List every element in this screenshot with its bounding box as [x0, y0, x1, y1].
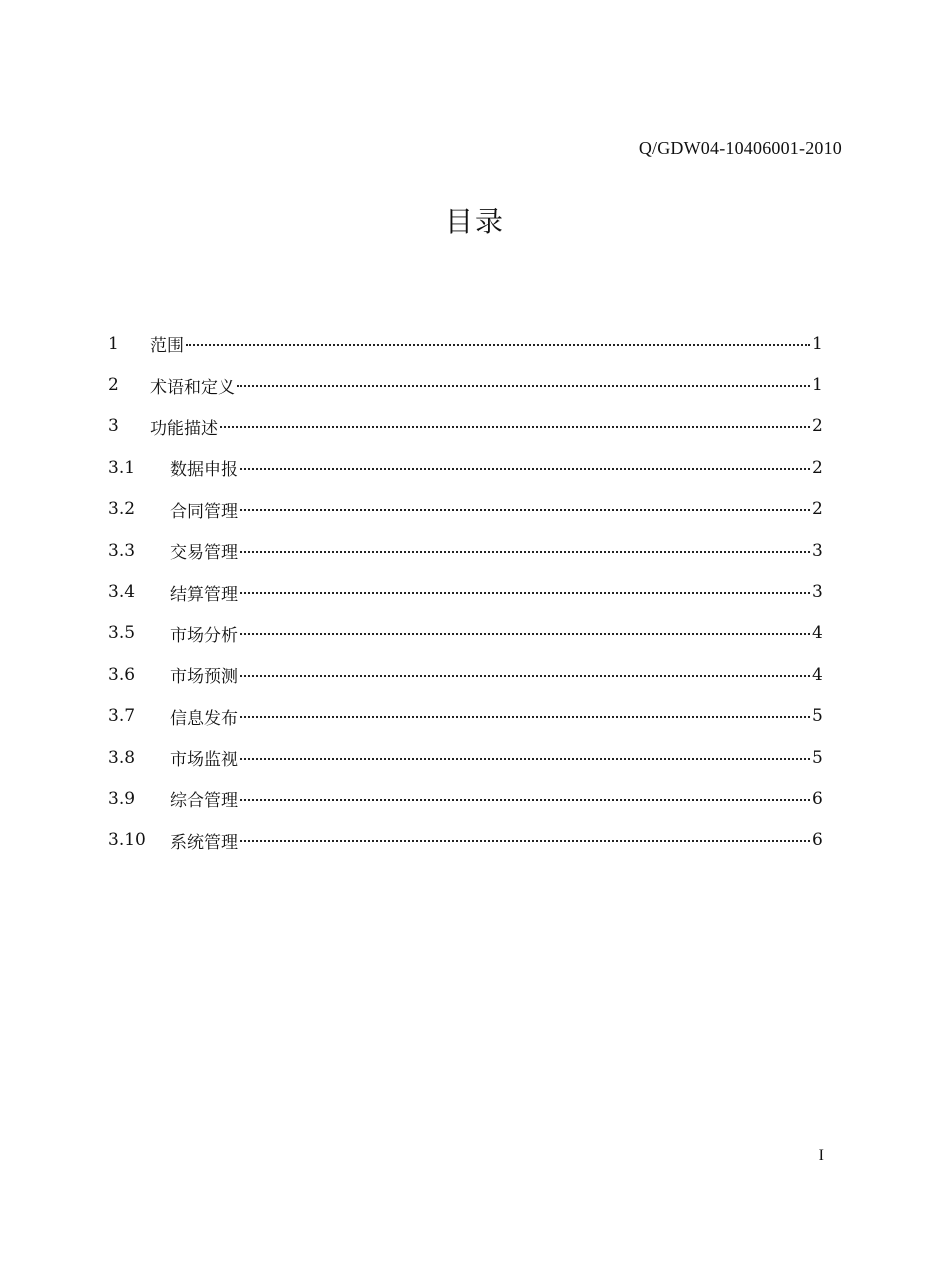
toc-dot-leader: [240, 758, 810, 760]
toc-entry-number: 2: [108, 375, 119, 396]
toc-entry-number: 3.2: [108, 499, 136, 520]
toc-dot-leader: [240, 716, 810, 718]
toc-entry-2[interactable]: [108, 364, 822, 405]
toc-entry-1[interactable]: [108, 323, 822, 364]
toc-dot-leader: [240, 633, 810, 635]
toc-dot-leader: [237, 385, 810, 387]
toc-entry-number: 3.8: [108, 747, 136, 768]
toc-entry-label: 市场监视: [170, 750, 238, 771]
page-title: 目录: [444, 205, 505, 238]
toc-entry-3-2[interactable]: [108, 489, 822, 530]
toc-entry-page: 1: [812, 333, 823, 354]
toc-entry-page: 1: [812, 375, 823, 396]
toc-entry-3[interactable]: [108, 406, 822, 447]
toc-entry-3-1[interactable]: [108, 447, 822, 488]
toc-dot-leader: [186, 344, 810, 346]
toc-entry-label: 合同管理: [170, 501, 238, 522]
document-code: Q/GDW04-10406001-2010: [638, 138, 842, 158]
toc-entry-page: 3: [812, 582, 823, 603]
toc-entry-number: 3.1: [108, 457, 136, 478]
toc-entry-page: 2: [812, 499, 823, 520]
toc-entry-label: 市场分析: [170, 625, 238, 646]
toc-dot-leader: [240, 468, 810, 470]
toc-entry-label: 交易管理: [170, 543, 238, 564]
toc-entry-page: 5: [812, 706, 823, 727]
toc-entry-number: 3.10: [108, 830, 146, 851]
toc-entry-number: 3.9: [108, 788, 136, 809]
toc-entry-label: 术语和定义: [150, 377, 235, 398]
toc-entry-label: 功能描述: [150, 418, 218, 439]
toc-entry-page: 6: [812, 788, 823, 809]
toc-entry-number: 3.5: [108, 623, 136, 644]
toc-entry-label: 信息发布: [170, 708, 238, 729]
toc-entry-number: 3.3: [108, 540, 136, 561]
toc-entry-3-9[interactable]: [108, 778, 822, 819]
toc-dot-leader: [240, 592, 810, 594]
toc-entry-3-6[interactable]: [108, 654, 822, 695]
toc-dot-leader: [240, 840, 810, 842]
toc-dot-leader: [240, 799, 810, 801]
toc-entry-label: 范围: [150, 336, 184, 357]
toc-entry-page: 4: [812, 664, 823, 685]
toc-entry-label: 综合管理: [170, 791, 238, 812]
toc-entry-3-10[interactable]: [108, 820, 822, 861]
toc-entry-3-3[interactable]: [108, 530, 822, 571]
toc-dot-leader: [220, 426, 810, 428]
toc-entry-label: 系统管理: [170, 832, 238, 853]
toc-dot-leader: [240, 675, 810, 677]
toc-entry-number: 3.7: [108, 706, 136, 727]
toc-entry-label: 数据申报: [170, 460, 238, 481]
toc-entry-number: 3.4: [108, 582, 136, 603]
toc-entry-3-5[interactable]: [108, 613, 822, 654]
toc-entry-page: 4: [812, 623, 823, 644]
toc-entry-3-7[interactable]: [108, 696, 822, 737]
toc-dot-leader: [240, 509, 810, 511]
toc-entry-page: 2: [812, 416, 823, 437]
toc-entry-3-4[interactable]: [108, 571, 822, 612]
table-of-contents: [108, 323, 822, 861]
toc-entry-label: 市场预测: [170, 667, 238, 688]
toc-dot-leader: [240, 551, 810, 553]
toc-entry-number: 3: [108, 416, 119, 437]
toc-entry-page: 6: [812, 830, 823, 851]
toc-entry-page: 3: [812, 540, 823, 561]
toc-entry-page: 5: [812, 747, 823, 768]
toc-entry-3-8[interactable]: [108, 737, 822, 778]
toc-entry-number: 3.6: [108, 664, 136, 685]
toc-entry-page: 2: [812, 457, 823, 478]
toc-entry-number: 1: [108, 333, 119, 354]
toc-entry-label: 结算管理: [170, 584, 238, 605]
page-number: I: [818, 1147, 824, 1164]
